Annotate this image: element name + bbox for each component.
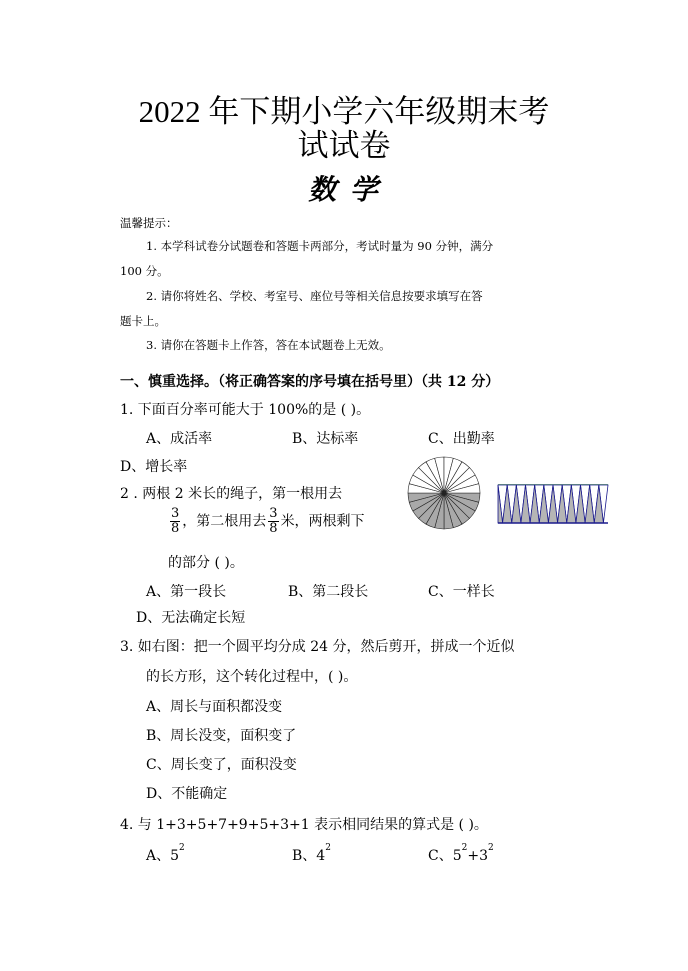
q3-line2: 的长方形，这个转化过程中，( )。	[146, 669, 358, 685]
q3-option-b: B、周长没变，面积变了	[146, 728, 297, 744]
circle-figure	[406, 455, 482, 531]
q2-fraction-2: $\frac{3}{8}$	[269, 506, 278, 536]
q2-option-d: D、无法确定长短	[136, 610, 246, 626]
tip-1-line1: 1. 本学科试卷分试题卷和答题卡两部分，考试时量为 90 分钟，满分	[146, 239, 494, 253]
tip-3: 3. 请你在答题卡上作答，答在本试题卷上无效。	[146, 338, 391, 352]
q3-option-a: A、周长与面积都没变	[146, 699, 283, 715]
q3-option-c: C、周长变了，面积没变	[146, 757, 297, 773]
q2-option-c: C、一样长	[428, 584, 495, 600]
q3-option-d: D、不能确定	[146, 786, 228, 802]
q1-option-d: D、增长率	[120, 459, 188, 475]
section1-heading: 一、慎重选择。（将正确答案的序号填在括号里）（共 12 分）	[120, 374, 500, 390]
tip-1-line2: 100 分。	[120, 264, 169, 278]
q2-fraction-1: $\frac{3}{8}$	[171, 506, 180, 536]
tip-2-line2: 题卡上。	[120, 314, 166, 328]
q1-option-a: A、成活率	[146, 431, 213, 447]
exam-title-line2: 试试卷	[297, 128, 391, 163]
q1-stem: 1. 下面百分率可能大于 100%的是 ( )。	[120, 402, 371, 418]
q2-option-b: B、第二段长	[288, 584, 369, 600]
q3-line1: 3. 如右图：把一个圆平均分成 24 分，然后剪开，拼成一个近似	[120, 639, 515, 655]
q2-mid-text: ，第二根用去	[182, 513, 267, 530]
q4-option-a: A、$5^2$	[146, 843, 185, 864]
q4-option-b: B、$4^2$	[292, 843, 331, 864]
subject-title: 数 学	[308, 173, 380, 206]
tips-label: 温馨提示：	[120, 216, 178, 230]
q2-option-a: A、第一段长	[146, 584, 227, 600]
q2-line2	[168, 507, 365, 536]
q2-line1: 2 . 两根 2 米长的绳子，第一根用去	[120, 486, 343, 502]
rectangle-strip-figure	[494, 481, 612, 527]
q2-line3: 的部分 ( )。	[168, 555, 244, 571]
q1-option-b: B、达标率	[292, 431, 359, 447]
q2-end-text: 米，两根剩下	[280, 513, 365, 530]
q4-option-c: C、$5^2+3^2$	[428, 843, 494, 864]
q4-stem: 4. 与 1+3+5+7+9+5+3+1 表示相同结果的算式是 ( )。	[120, 817, 488, 833]
exam-title-line1: 2022 年下期小学六年级期末考	[138, 94, 550, 129]
tip-2-line1: 2. 请你将姓名、学校、考室号、座位号等相关信息按要求填写在答	[146, 289, 483, 303]
q1-option-c: C、出勤率	[428, 431, 495, 447]
